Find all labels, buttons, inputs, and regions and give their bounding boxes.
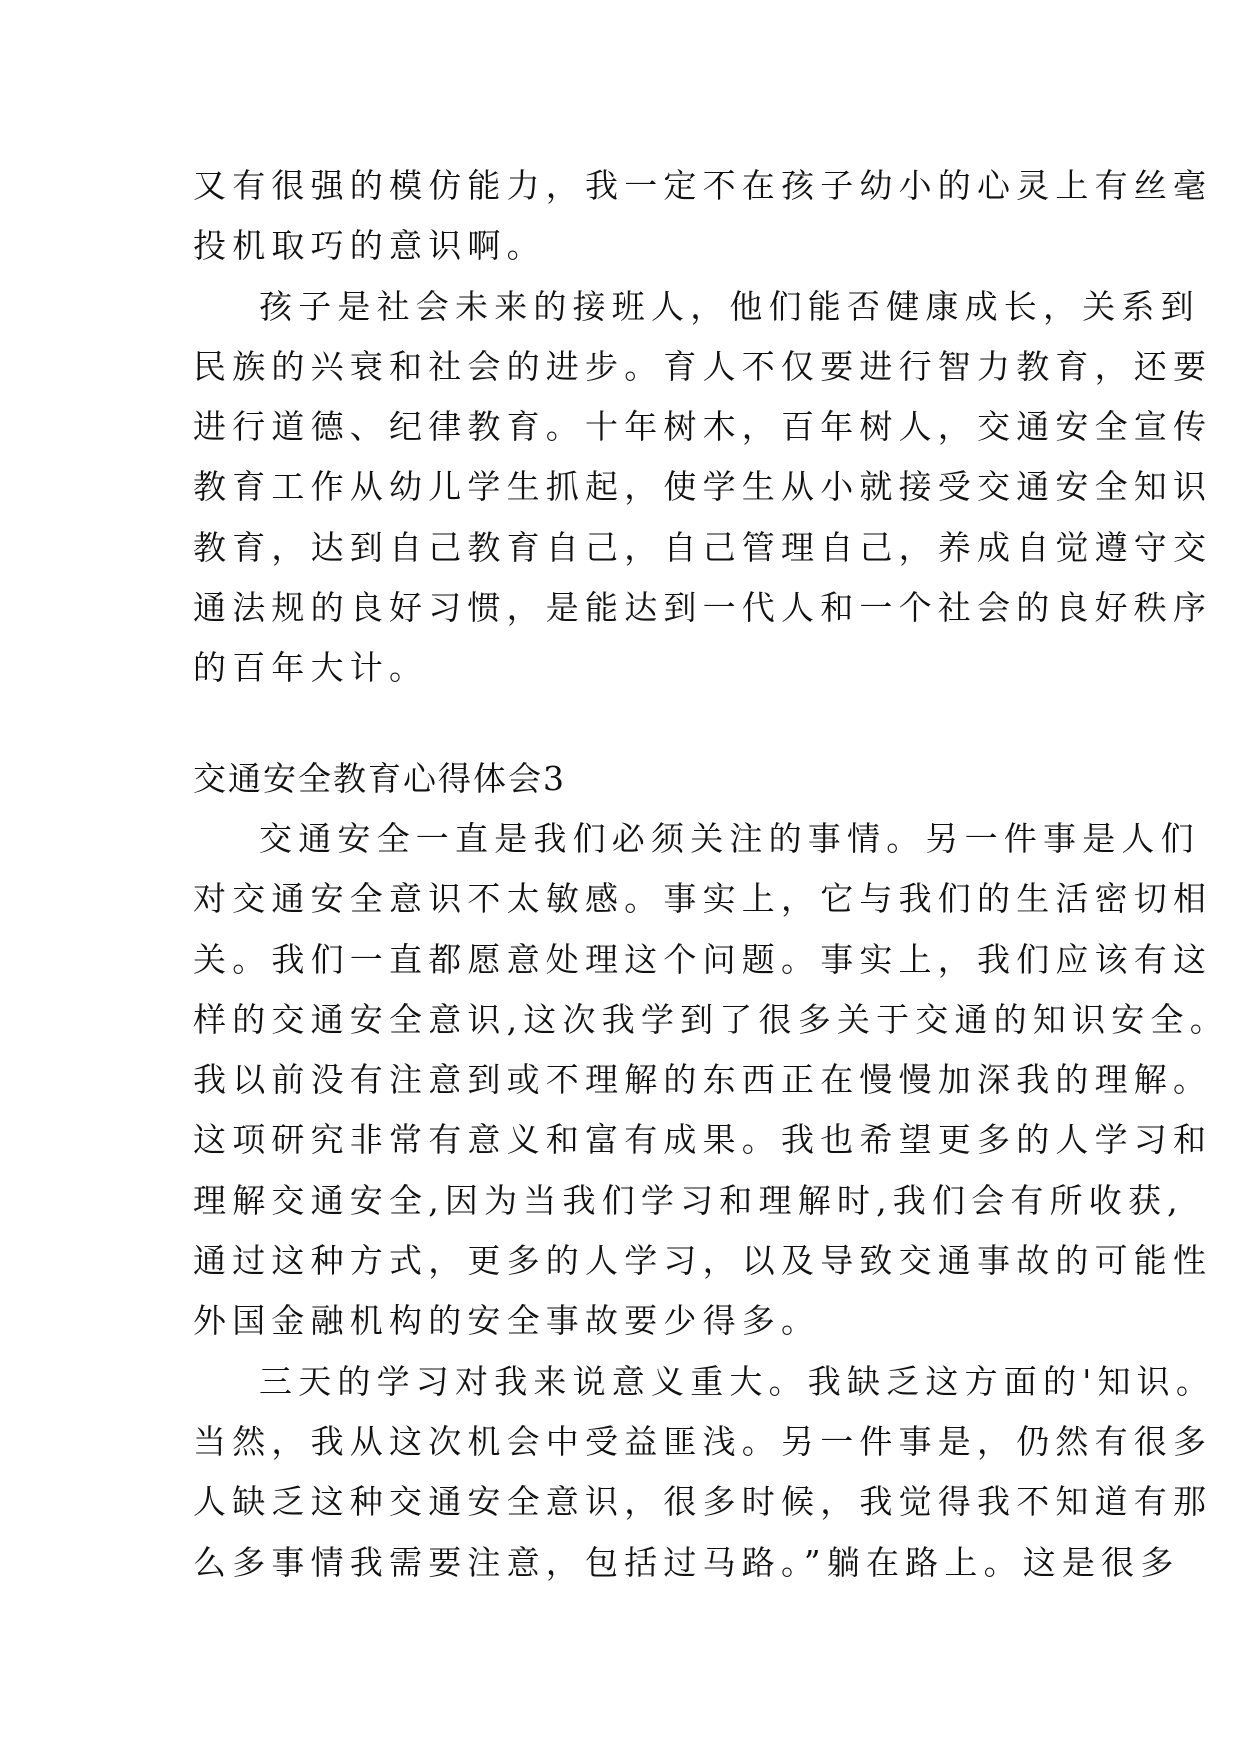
text-line: 交通安全一直是我们必须关注的事情。另一件事是人们 bbox=[259, 818, 1200, 858]
text-line: 理解交通安全,因为当我们学习和理解时,我们会有所收获, bbox=[193, 1180, 1184, 1220]
paragraph-continued bbox=[193, 156, 1213, 277]
section-heading: 交通安全教育心得体会3 bbox=[193, 758, 566, 798]
text-line: 民族的兴衰和社会的进步。育人不仅要进行智力教育，还要 bbox=[193, 346, 1213, 386]
text-line: 教育工作从幼儿学生抓起，使学生从小就接受交通安全知识 bbox=[193, 467, 1213, 507]
text-line: 人缺乏这种交通安全意识，很多时候，我觉得我不知道有那 bbox=[193, 1482, 1213, 1522]
text-line: 进行道德、纪律教育。十年树木，百年树人，交通安全宣传 bbox=[193, 407, 1213, 447]
text-line: 这项研究非常有意义和富有成果。我也希望更多的人学习和 bbox=[193, 1120, 1213, 1160]
text-line: 教育，达到自己教育自己，自己管理自己，养成自觉遵守交 bbox=[193, 527, 1213, 567]
paragraph-children-future bbox=[193, 277, 1213, 699]
text-line: 的百年大计。 bbox=[193, 648, 429, 688]
text-line: 我以前没有注意到或不理解的东西正在慢慢加深我的理解。 bbox=[193, 1060, 1213, 1100]
text-line: 又有很强的模仿能力，我一定不在孩子幼小的心灵上有丝毫 bbox=[193, 166, 1213, 205]
text-line: 关。我们一直都愿意处理这个问题。事实上，我们应该有这 bbox=[193, 939, 1213, 979]
paragraph-traffic-safety bbox=[193, 809, 1229, 1352]
text-line: 样的交通安全意识,这次我学到了很多关于交通的知识安全。 bbox=[193, 999, 1229, 1039]
text-line: 三天的学习对我来说意义重大。我缺乏这方面的'知识。 bbox=[259, 1361, 1216, 1401]
text-line: 通法规的良好习惯，是能达到一代人和一个社会的良好秩序 bbox=[193, 588, 1213, 628]
paragraph-three-days bbox=[193, 1352, 1216, 1593]
text-line: 当然，我从这次机会中受益匪浅。另一件事是，仍然有很多 bbox=[193, 1421, 1213, 1461]
text-line: 么多事情我需要注意，包括过马路。”躺在路上。这是很多 bbox=[193, 1542, 1180, 1582]
text-line: 孩子是社会未来的接班人，他们能否健康成长，关系到 bbox=[259, 286, 1200, 326]
text-line: 外国金融机构的安全事故要少得多。 bbox=[193, 1301, 821, 1341]
text-line: 通过这种方式，更多的人学习，以及导致交通事故的可能性 bbox=[193, 1241, 1213, 1281]
text-line: 对交通安全意识不太敏感。事实上，它与我们的生活密切相 bbox=[193, 879, 1213, 919]
text-line: 投机取巧的意识啊。 bbox=[193, 226, 546, 266]
document-page bbox=[193, 156, 1229, 1593]
